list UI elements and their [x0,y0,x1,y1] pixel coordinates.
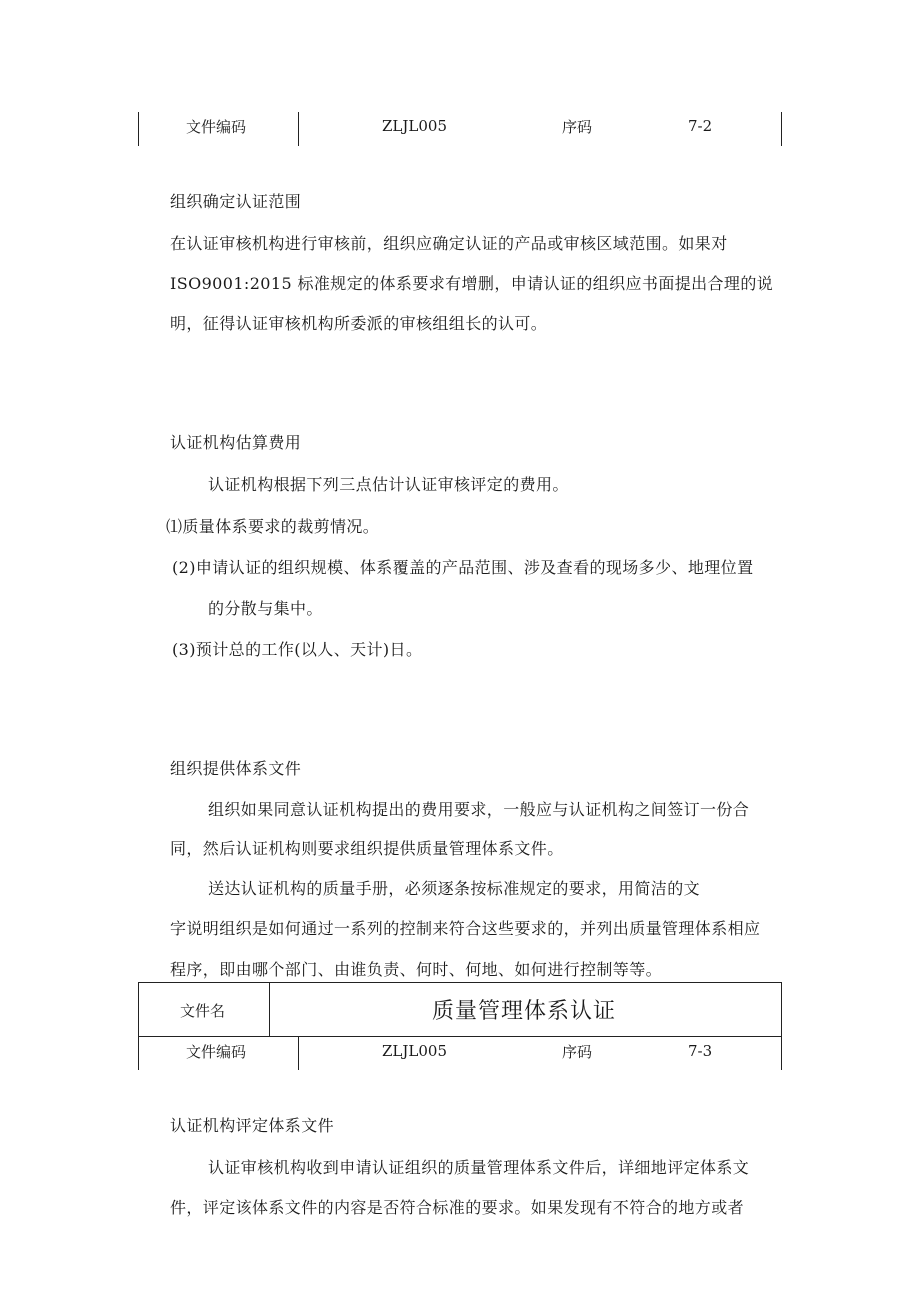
table-border [298,112,299,146]
table-border [138,982,782,983]
sequence-label: 序码 [562,118,593,136]
section-heading: 认证机构估算费用 [170,433,302,452]
sequence-value: 7-3 [688,1042,713,1060]
table-border [138,1036,782,1037]
section-heading: 认证机构评定体系文件 [170,1116,335,1135]
paragraph-line: 组织如果同意认证机构提出的费用要求，一般应与认证机构之间签订一份合 [208,800,750,819]
paragraph-line: 在认证审核机构进行审核前，组织应确定认证的产品或审核区域范围。如果对 [170,234,728,253]
list-item: ⑴质量体系要求的裁剪情况。 [166,517,380,536]
table-border [781,112,782,146]
section-heading: 组织确定认证范围 [170,192,302,211]
file-code-label: 文件编码 [186,1043,247,1061]
file-code-label: 文件编码 [186,118,247,136]
table-border [298,1036,299,1070]
paragraph-line: 字说明组织是如何通过一系列的控制来符合这些要求的，并列出质量管理体系相应 [170,919,761,938]
paragraph-line: 送达认证机构的质量手册，必须逐条按标准规定的要求，用简洁的文 [208,879,701,898]
paragraph-line: 程序，即由哪个部门、由谁负责、何时、何地、如何进行控制等等。 [170,960,663,979]
table-border [138,112,139,146]
sequence-label: 序码 [562,1043,593,1061]
file-code-value: ZLJL005 [382,117,447,135]
table-border [138,982,139,1070]
list-item-continuation: 的分散与集中。 [208,599,323,618]
sequence-value: 7-2 [688,117,713,135]
paragraph-line: 件，评定该体系文件的内容是否符合标准的要求。如果发现有不符合的地方或者 [170,1198,745,1217]
list-item: (2)申请认证的组织规模、体系覆盖的产品范围、涉及查看的现场多少、地理位置 [172,558,754,577]
paragraph-line: 认证机构根据下列三点估计认证审核评定的费用。 [208,475,569,494]
table-border [781,982,782,1070]
file-name-value: 质量管理体系认证 [432,999,617,1024]
paragraph-line: 同，然后认证机构则要求组织提供质量管理体系文件。 [170,839,564,858]
paragraph-line: ISO9001:2015 标准规定的体系要求有增删，申请认证的组织应书面提出合理的说 [170,274,774,293]
paragraph-line: 明，征得认证审核机构所委派的审核组组长的认可。 [170,314,548,333]
list-item: (3)预计总的工作(以人、天计)日。 [172,640,423,659]
file-name-label: 文件名 [180,1002,226,1020]
file-code-value: ZLJL005 [382,1042,447,1060]
section-heading: 组织提供体系文件 [170,759,302,778]
table-border [269,982,270,1036]
paragraph-line: 认证审核机构收到申请认证组织的质量管理体系文件后，详细地评定体系文 [208,1158,750,1177]
